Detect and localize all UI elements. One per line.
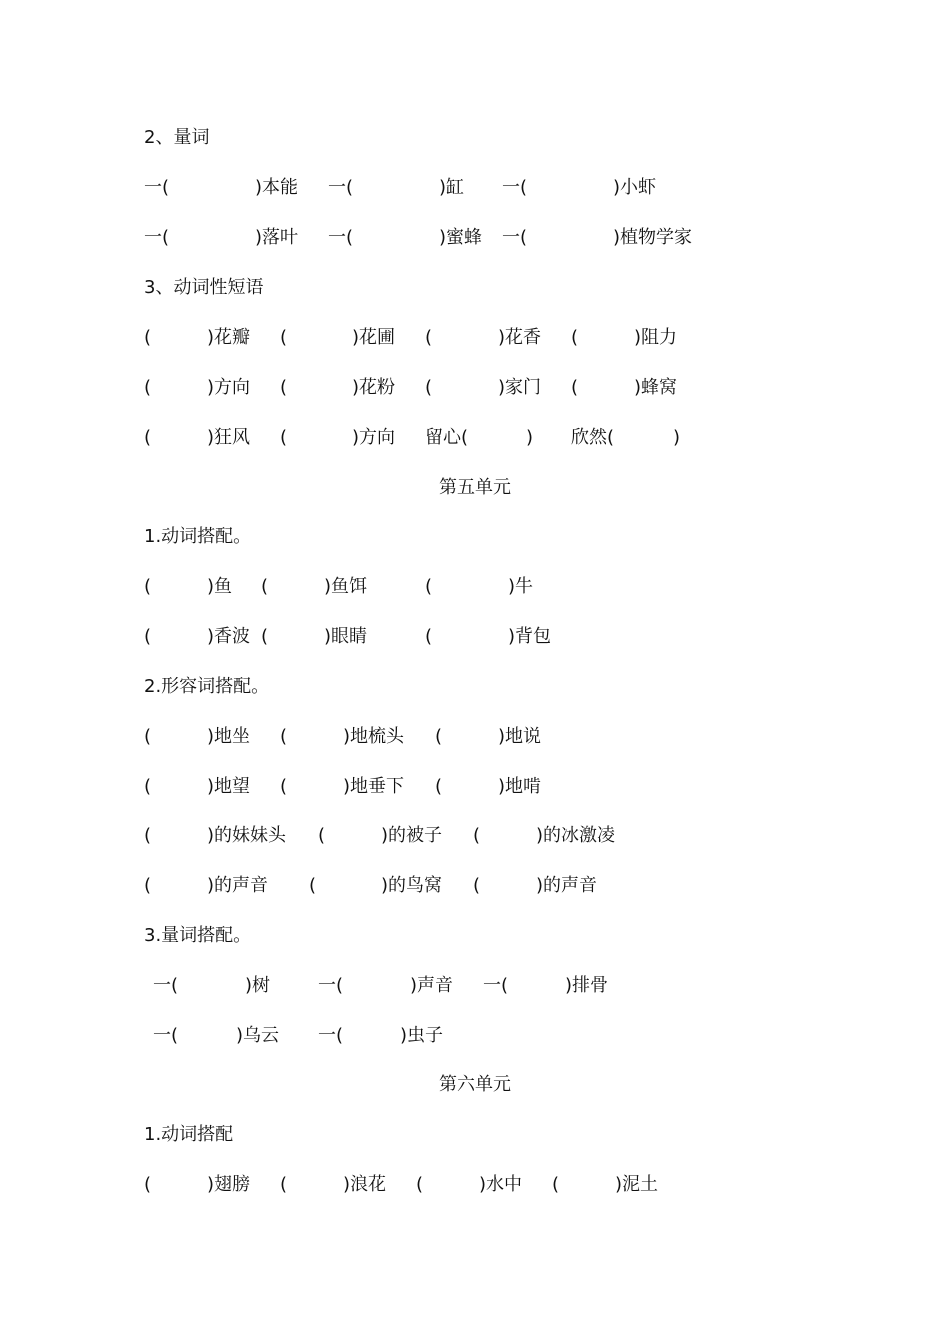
blank-open: ( [144,427,152,448]
section-title-text: 2、量词 [144,127,210,148]
blank-close-word: )花香 [498,327,542,348]
blank-open: ( [318,825,326,846]
blank-close-word: )鱼饵 [324,576,368,597]
blank-open: ( [144,626,152,647]
blank-open: 一( [318,1025,344,1046]
blank-close-word: )牛 [508,576,534,597]
blank-close-word: )翅膀 [207,1174,251,1195]
blank-close-word: )地望 [207,776,251,797]
blank-close-word: )家门 [498,377,542,398]
word-blank-open: 欣然( [571,427,615,448]
blank-open: 一( [483,975,509,996]
blank-close: ) [526,427,534,448]
blank-close-word: )花粉 [352,377,396,398]
word-blank-open: 留心( [425,427,469,448]
blank-open: ( [144,576,152,597]
blank-open: ( [144,776,152,797]
blank-close-word: )狂风 [207,427,251,448]
blank-close-word: )小虾 [613,177,657,198]
blank-close-word: )阻力 [634,327,678,348]
blank-close-word: )地啃 [498,776,542,797]
blank-open: ( [261,576,269,597]
section-title-text: 1.动词搭配 [144,1124,234,1145]
section-title-text: 3、动词性短语 [144,277,264,298]
blank-open: ( [144,726,152,747]
section-title-text: 3.量词搭配。 [144,925,252,946]
blank-close-word: )的声音 [536,875,598,896]
blank-close-word: )泥土 [615,1174,659,1195]
blank-close: ) [673,427,681,448]
blank-open: ( [425,327,433,348]
blank-close-word: )蜂窝 [634,377,678,398]
blank-close-word: )花圃 [352,327,396,348]
blank-open: 一( [328,227,354,248]
blank-open: ( [280,427,288,448]
blank-close-word: )蜜蜂 [439,227,483,248]
blank-open: ( [309,875,317,896]
blank-open: ( [435,776,443,797]
blank-open: 一( [328,177,354,198]
blank-open: 一( [153,975,179,996]
blank-open: ( [144,825,152,846]
blank-open: ( [416,1174,424,1195]
blank-open: ( [280,726,288,747]
blank-open: ( [144,1174,152,1195]
blank-close-word: )方向 [207,377,251,398]
blank-close-word: )地垂下 [343,776,405,797]
blank-open: ( [571,377,579,398]
blank-close-word: )落叶 [255,227,299,248]
blank-close-word: )的冰激凌 [536,825,616,846]
blank-open: ( [144,327,152,348]
blank-close-word: )缸 [439,177,465,198]
unit-5-title [0,475,950,501]
blank-close-word: )植物学家 [613,227,693,248]
blank-open: ( [425,576,433,597]
blank-close-word: )地坐 [207,726,251,747]
blank-open: ( [425,377,433,398]
section-title-text: 2.形容词搭配。 [144,676,270,697]
blank-close-word: )地说 [498,726,542,747]
blank-open: 一( [502,227,528,248]
blank-open: ( [425,626,433,647]
blank-close-word: )方向 [352,427,396,448]
blank-open: 一( [153,1025,179,1046]
blank-open: ( [552,1174,560,1195]
blank-close-word: )浪花 [343,1174,387,1195]
blank-open: ( [473,875,481,896]
blank-open: ( [473,825,481,846]
blank-close-word: )花瓣 [207,327,251,348]
blank-open: 一( [144,177,170,198]
blank-close-word: )鱼 [207,576,233,597]
blank-close-word: )的妹妹头 [207,825,287,846]
blank-open: ( [571,327,579,348]
blank-open: ( [280,377,288,398]
blank-open: ( [280,776,288,797]
blank-open: ( [144,377,152,398]
unit-6-title [0,1072,950,1098]
section-title-text: 1.动词搭配。 [144,526,252,547]
blank-close-word: )地梳头 [343,726,405,747]
blank-open: 一( [502,177,528,198]
blank-open: ( [280,327,288,348]
blank-close-word: )的声音 [207,875,269,896]
blank-close-word: )的鸟窝 [381,875,443,896]
blank-open: ( [280,1174,288,1195]
blank-close-word: )眼睛 [324,626,368,647]
blank-open: ( [435,726,443,747]
blank-close-word: )本能 [255,177,299,198]
blank-close-word: )虫子 [400,1025,444,1046]
unit-title-text: 第五单元 [439,477,511,498]
blank-close-word: )树 [245,975,271,996]
blank-open: ( [144,875,152,896]
blank-close-word: )的被子 [381,825,443,846]
blank-open: 一( [144,227,170,248]
blank-close-word: )声音 [410,975,454,996]
blank-close-word: )排骨 [565,975,609,996]
blank-close-word: )水中 [479,1174,523,1195]
blank-close-word: )乌云 [236,1025,280,1046]
blank-open: ( [261,626,269,647]
blank-close-word: )背包 [508,626,552,647]
unit-title-text: 第六单元 [439,1074,511,1095]
blank-close-word: )香波 [207,626,251,647]
blank-open: 一( [318,975,344,996]
